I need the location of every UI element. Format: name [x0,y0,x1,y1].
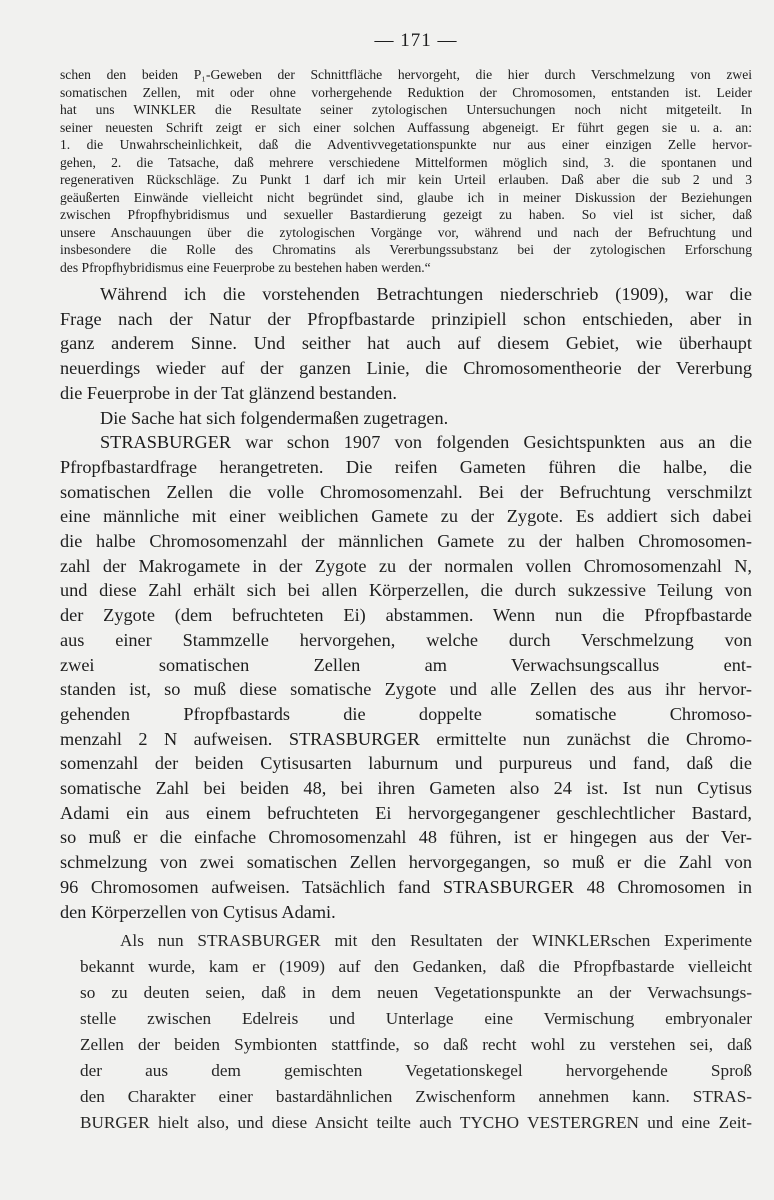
text-line: zwei somatischen Zellen am Verwachsungscallus ent- [60,654,752,675]
quote-line: hat uns WINKLER die Resultate seiner zytologischen Untersuchungen noch nicht mitgeteilt. In [60,102,752,117]
text-line: Pfropfbastardfrage herangetreten. Die reifen Gameten führen die halbe, die [60,456,752,477]
quote-line: des Pfropfhybridismus eine Feuerprobe zu bestehen haben werden.“ [60,259,431,275]
quoted-passage [60,66,752,276]
text-line: BURGER hielt also, und diese Ansicht teilte auch TYCHO VESTERGREN und eine Zeit- [80,1113,752,1133]
quote-line: geäußerten Einwände vielleicht nicht begründet sind, glaube ich in meiner Diskussion der Beziehungen [60,189,752,205]
text-line: aus einer Stammzelle hervorgehen, welche durch Verschmelzung von [60,629,752,650]
text-line: und diese Zahl erhält sich bei allen Körperzellen, die durch sukzessive Teilung von [60,580,752,601]
text-line: den Charakter einer bastardähnlichen Zwischenform annehmen kann. STRAS- [80,1087,752,1107]
text-line: ganz anderem Sinne. Und seither hat auch auf diesem Gebiet, wie überhaupt [60,333,752,354]
text-line: neuerdings wieder auf der ganzen Linie, die Chromosomentheorie der Vererbung [60,358,752,379]
quote-line: regenerativen Rückschläge. Zu Punkt 1 darf ich mir kein Urteil erlauben. Daß aber die sub 2 und 3 [60,172,752,187]
text-line: der aus dem gemischten Vegetationskegel hervorgehende Sproß [80,1061,752,1081]
text-line: Frage nach der Natur der Pfropfbastarde prinzipiell schon entschieden, aber in [60,308,752,329]
text-line: der Zygote (dem befruchteten Ei) abstammen. Wenn nun die Pfropfbastarde [60,605,752,626]
text-line: stelle zwischen Edelreis und Unterlage eine Vermischung embryonaler [80,1009,752,1029]
quote-line: schen den beiden P₁-Geweben der Schnittfläche hervorgeht, die hier durch Verschmelzung von zwei [60,67,752,82]
text-line: somatischen Zellen die volle Chromosomenzahl. Bei der Befruchtung verschmilzt [60,481,752,502]
following-paragraph [80,928,752,1136]
text-line: die Feuerprobe in der Tat glänzend bestanden. [60,382,397,403]
text-line: somatische Zahl bei beiden 48, bei ihren Gameten also 24 ist. Ist nun Cytisus [60,778,752,799]
text-line: die halbe Chromosomenzahl der männlichen Gamete zu der halben Chromosomen- [60,531,752,552]
text-line: zahl der Makrogamete in der Zygote zu der normalen vollen Chromosomenzahl N, [60,555,752,576]
text-line: standen ist, so muß diese somatische Zygote und alle Zellen des aus ihr hervor- [60,679,752,700]
quote-line: zwischen Pfropfhybridismus und sexueller Bastardierung gezeigt zu haben. So viel ist sicher, daß [60,207,752,222]
text-line: Zellen der beiden Symbionten stattfinde, so daß recht wohl zu verstehen sei, daß [80,1035,752,1055]
text-line: Während ich die vorstehenden Betrachtungen niederschrieb (1909), war die [100,284,752,304]
text-line: Als nun STRASBURGER mit den Resultaten der WINKLERschen Experimente [120,931,752,951]
text-line: bekannt wurde, kam er (1909) auf den Gedanken, daß die Pfropfbastarde vielleicht [80,957,752,977]
quote-line: somatischen Zellen, mit oder ohne vorhergehende Reduktion der Chromosomen, entstanden ist. Leider [60,84,752,100]
text-line: schmelzung von zwei somatischen Zellen hervorgegangen, so muß er die Zahl von [60,852,752,873]
text-line: somenzahl der beiden Cytisusarten laburnum und purpureus und fand, daß die [60,753,752,774]
text-line: 96 Chromosomen aufweisen. Tatsächlich fand STRASBURGER 48 Chromosomen in [60,876,752,897]
text-line: gehenden Pfropfbastards die doppelte somatische Chromoso- [60,703,752,724]
text-line: STRASBURGER war schon 1907 von folgenden Gesichtspunkten aus an die [100,432,752,453]
text-line: so zu deuten seien, daß in dem neuen Vegetationspunkte an der Verwachsungs- [80,983,752,1003]
text-line: eine männliche mit einer weiblichen Gamete zu der Zygote. Es addiert sich dabei [60,506,752,527]
text-line: Adami ein aus einem befruchteten Ei hervorgegangener geschlechtlicher Bastard, [60,802,752,823]
main-text [60,282,752,924]
text-line: menzahl 2 N aufweisen. STRASBURGER ermittelte nun zunächst die Chromo- [60,728,752,749]
quote-line: seiner neuesten Schrift zeigt er sich einer solchen Auffassung abgeneigt. Er führt gegen sie u. a. an: [60,119,752,135]
text-line: Die Sache hat sich folgendermaßen zugetragen. [100,407,449,428]
text-line: den Körperzellen von Cytisus Adami. [60,901,336,922]
page-number: — 171 — [374,30,458,51]
text-line: so muß er die einfache Chromosomenzahl 48 führen, ist er hingegen aus der Ver- [60,827,752,848]
quote-line: unsere Anschauungen über die zytologischen Vorgänge vor, während und nach der Befruchtung und [60,224,752,240]
quote-line: 1. die Unwahrscheinlichkeit, daß die Adventivvegetationspunkte nur aus einer einzigen Zelle hervor- [60,137,752,152]
quote-line: insbesondere die Rolle des Chromatins als Vererbungssubstanz bei der zytologischen Erforschung [60,242,752,257]
quote-line: gehen, 2. die Tatsache, daß mehrere verschiedene Mittelformen möglich sind, 3. die spontanen und [60,154,752,170]
